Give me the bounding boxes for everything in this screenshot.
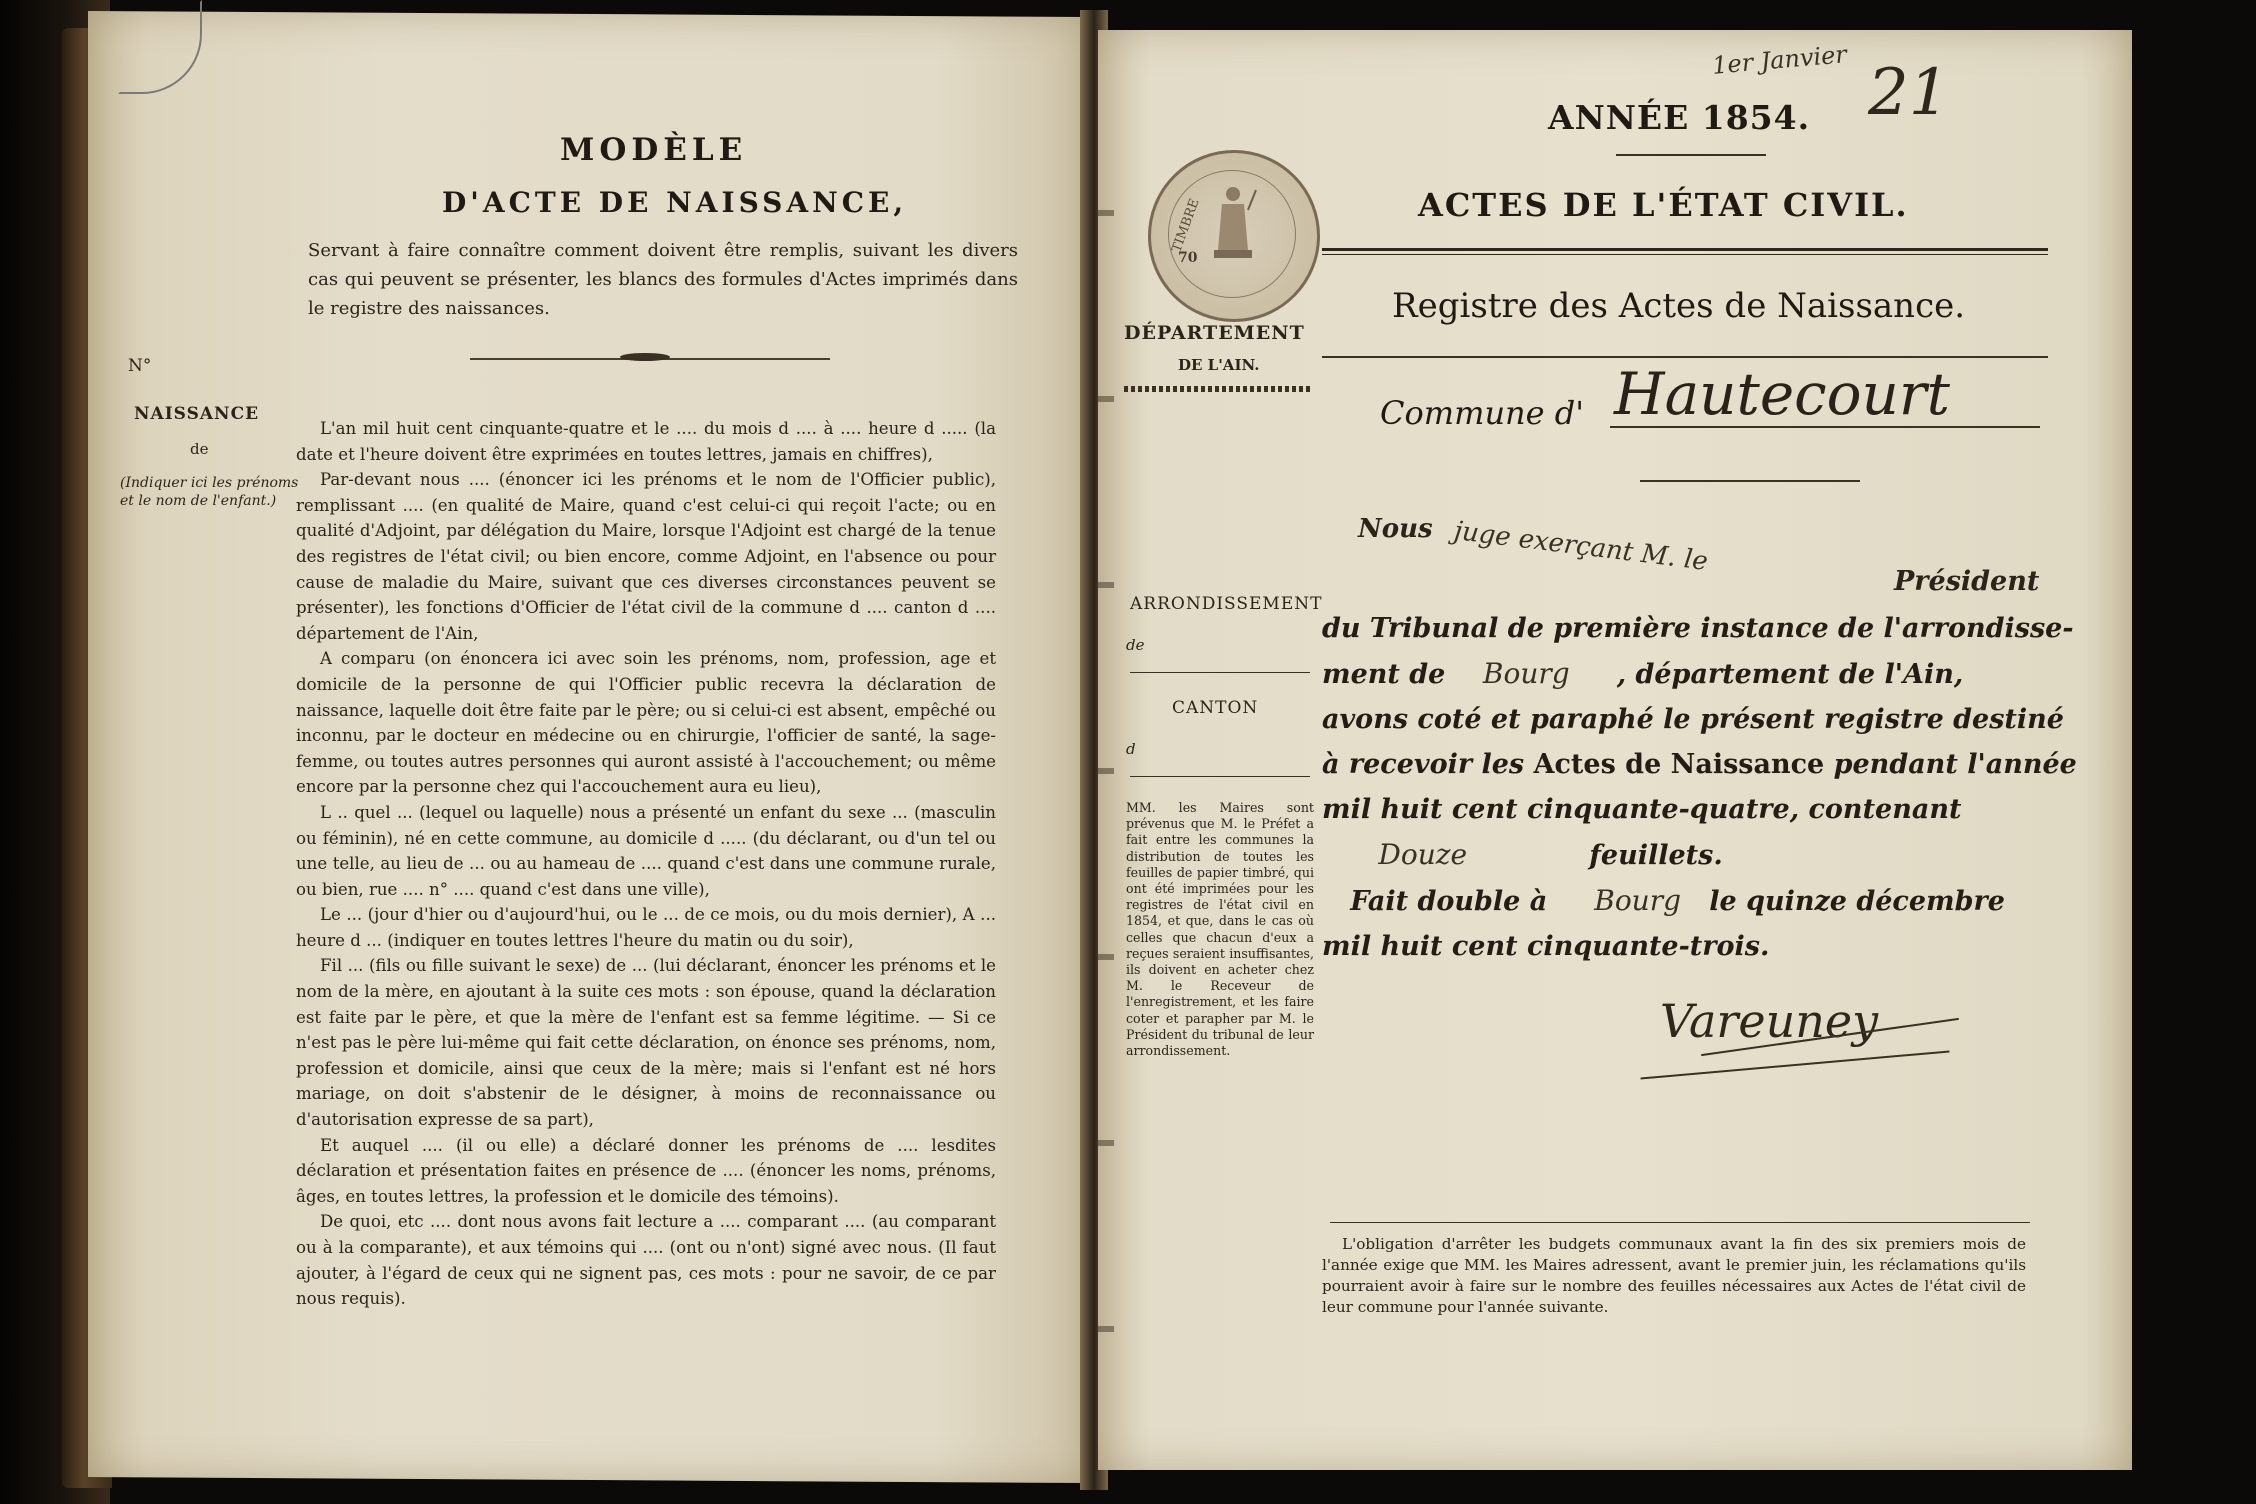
stamp-value: 70 [1178,250,1198,266]
margin-note: (Indiquer ici les prénoms et le nom de l'enfant.) [120,475,299,509]
model-subtitle: D'ACTE DE NAISSANCE, [442,186,908,219]
model-paragraph: De quoi, etc .... dont nous avons fait lecture a .... comparant .... (au comparant ou à la comparante), et aux témoins qui .... (ont ou n'ont) signé avec nous. (Il faut ajouter, à l'égard de ceux qui ne signent pas, ces mots : pour ne savoir, de ce par nous requis). [296,1212,996,1309]
register-header: ACTES DE L'ÉTAT CIVIL. [1418,186,1909,224]
register-rule [1322,356,2048,358]
president-label: Président [1894,566,2040,597]
handwritten-folio-mark: 21 [1868,56,1950,130]
maires-notice: MM. les Maires sont prévenus que M. le Préfet a fait entre les communes la distribution de toutes les feuilles de papier timbré, qui ont été imprimées pour les registres de l'état civil en 1854, et que, dans le cas où celles que chacun d'eux a reçues seraient insuffisantes, ils doivent en acheter chez M. le Receveur de l'enregistrement, et les faire coter et parapher par M. le Président du tribunal de leur arrondissement. [1126,800,1314,1059]
ornamental-rule-center [620,353,670,361]
commune-underline [1610,426,2040,428]
cert-text: feuillets. [1589,840,1723,871]
model-paragraph: Et auquel .... (il ou elle) a déclaré donner les prénoms de .... lesdites déclaration et présentation faites en présence de .... (énoncer les noms, prénoms, âges, en toutes lettres, la profession et le domicile des témoins). [296,1135,996,1206]
model-intro: Servant à faire connaître comment doivent être remplis, suivant les divers cas qui peuvent se présenter, les blancs des formules d'Actes imprimés dans le registre des naissances. [308,240,1018,319]
cert-line [1322,651,2026,697]
model-paragraph: A comparu (on énoncera ici avec soin les prénoms, nom, profession, age et domicile de la personne de qui l'Officier public recevra la déclaration de naissance, laquelle doit être faite par le père; ou si celui-ci est absent, empêché ou inconnu, par le docteur en médecine ou en chirurgie, l'officier de santé, la sage-femme, ou toutes autres personnes qui auront assisté à l'accouchement; ou même encore par la personne chez qui l'accouchement aura eu lieu), [296,649,996,797]
arrondissement-de: de [1126,636,1145,654]
cert-line: mil huit cent cinquante-trois. [1322,931,1770,962]
departement-name: DE L'AIN. [1178,356,1260,374]
arrondissement-handwritten: Bourg [1482,657,1570,690]
number-label: N° [128,356,152,376]
cert-line: mil huit cent cinquante-quatre, contenant [1322,794,1962,825]
sheet-count-handwritten: Douze [1378,838,1468,871]
cert-text: , département de l'Ain, [1616,659,1964,690]
model-paragraph: Le ... (jour d'hier ou d'aujourd'hui, ou le ... de ce mois, ou du mois dernier), A ... heure d ... (indiquer en toutes lettres l'heure du matin ou du soir), [296,905,996,950]
place-handwritten: Bourg [1594,884,1682,917]
model-body [296,416,996,1312]
footer-rule [1330,1222,2030,1223]
certification-text [1322,606,2077,969]
canton-d: d [1126,740,1136,758]
nous-label: Nous [1358,514,1433,544]
arrondissement-blank-line [1130,672,1310,673]
canton-label: CANTON [1172,698,1259,718]
register-title: Registre des Actes de Naissance. [1392,286,1966,326]
budget-notice-text: L'obligation d'arrêter les budgets communaux avant la fin des six premiers mois de l'année exige que MM. les Maires adressent, avant le premier juin, les réclamations qu'ils pourraient avoir à faire sur le nombre des feuilles nécessaires aux Actes de l'état civil de leur commune pour l'année suivante. [1322,1235,2026,1316]
budget-notice [1322,1234,2026,1318]
header-rule [1322,248,2048,251]
cert-text-upright: Actes de Naissance [1533,749,1825,780]
model-title: MODÈLE [560,132,748,168]
signature: Vareuney [1660,994,1879,1048]
cert-text: à recevoir les [1322,749,1525,780]
margin-heading: NAISSANCE [134,404,260,424]
register-year: ANNÉE 1854. [1548,98,1811,137]
cert-line: avons coté et paraphé le présent registre destiné [1322,704,2064,735]
nous-handwritten: juge exerçant M. le [1452,516,1710,577]
cert-text: pendant l'année [1833,749,2077,780]
model-paragraph: L .. quel ... (lequel ou laquelle) nous a présenté un enfant du sexe ... (masculin ou féminin), né en cette commune, au domicile d ..... (du déclarant, ou d'un tel ou une telle, au lieu de ... ou au hameau de .... quand c'est dans une commune rurale, ou bien, rue .... n° .... quand c'est dans une ville), [296,802,996,899]
cert-text: ment de [1322,659,1446,690]
departement-label: DÉPARTEMENT [1124,322,1305,344]
stamp-figure-icon [1208,180,1258,280]
arrondissement-label: ARRONDISSEMENT [1130,594,1323,614]
cert-text: le quinze décembre [1709,886,2005,917]
cert-line [1322,878,2026,924]
cert-line [1322,832,2026,878]
commune-label: Commune d' [1380,394,1585,432]
model-paragraph: L'an mil huit cent cinquante-quatre et le .... du mois d .... à .... heure d ..... (la date et l'heure doivent être exprimées en toutes lettres, jamais en chiffres), [296,419,996,464]
year-underline [1616,154,1766,156]
cert-line: du Tribunal de première instance de l'arrondisse- [1322,613,2074,644]
handwritten-date-note: 1er Janvier [1711,40,1848,80]
cert-text: Fait double à [1350,886,1548,917]
cert-line [1322,742,2077,787]
commune-dash [1640,480,1860,482]
model-paragraph: Par-devant nous .... (énoncer ici les prénoms et le nom de l'Officier public), remplissant .... (en qualité de Maire, quand c'est celui-ci qui reçoit l'acte; ou en qualité d'Adjoint, par délégation du Maire, lorsque l'Adjoint est chargé de la tenue des registres de l'état civil; ou bien encore, comme Adjoint, en l'absence ou pour cause de maladie du Maire, suivant que ces diverses circonstances peuvent se présenter), les fonctions d'Officier de l'état civil de la commune d .... canton d .... département de l'Ain, [296,470,996,643]
stamp-label: TIMBRE [1169,196,1203,255]
canton-blank-line [1130,776,1310,777]
margin-de: de [190,440,209,458]
commune-name-handwritten: Hautecourt [1614,360,1950,428]
model-paragraph: Fil ... (fils ou fille suivant le sexe) de ... (lui déclarant, énoncer les prénoms et le nom de la mère, en ajoutant à la suite ces mots : son épouse, quand la déclaration est faite par le père, et que la mère de l'enfant est sa femme légitime. — Si ce n'est pas le père lui-même qui fait cette déclaration, on énonce ses prénoms, nom, profession et domicile, ainsi que ceux de la mère; mais si l'enfant est né hors mariage, on doit s'abstenir de le désigner, à moins de reconnaissance ou d'autorisation expresse de sa part), [296,956,996,1130]
header-rule-thin [1322,254,2048,255]
departement-divider [1124,386,1312,392]
binding-marks [1098,30,1114,1470]
